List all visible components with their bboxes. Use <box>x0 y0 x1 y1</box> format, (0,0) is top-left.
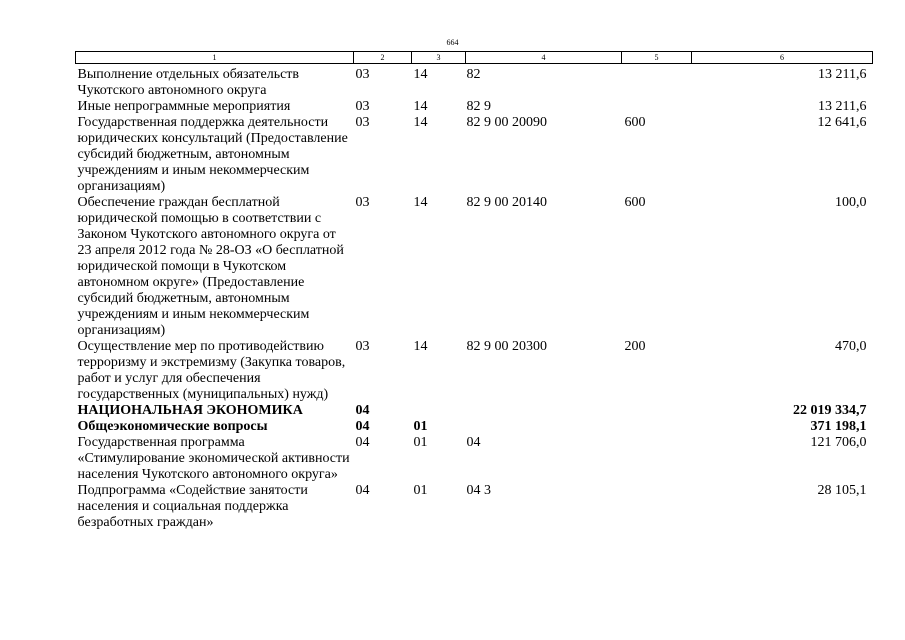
row-expense-type: 200 <box>624 339 646 354</box>
row-description: Общеэкономические вопросы <box>77 419 268 434</box>
row-target-article: 82 9 00 20140 <box>466 195 547 210</box>
row-subsection <box>412 403 466 419</box>
row-expense-type: 600 <box>624 115 646 130</box>
row-subsection: 01 <box>413 435 428 450</box>
row-subsection: 14 <box>413 99 428 114</box>
row-expense-type <box>622 64 692 100</box>
row-target-article: 82 9 00 20300 <box>466 339 547 354</box>
row-amount: 22 019 334,7 <box>793 403 867 418</box>
row-amount: 470,0 <box>835 339 867 354</box>
row-description: НАЦИОНАЛЬНАЯ ЭКОНОМИКА <box>77 403 303 418</box>
table-row <box>76 403 873 419</box>
row-target-article: 82 9 <box>466 99 491 114</box>
table-row <box>76 483 873 531</box>
column-header-1: 1 <box>76 52 354 64</box>
row-subsection: 14 <box>413 67 428 82</box>
row-section: 04 <box>355 483 370 498</box>
row-section: 03 <box>355 99 370 114</box>
table-row <box>76 195 873 339</box>
row-target-article <box>466 403 622 419</box>
row-expense-type <box>622 483 692 531</box>
row-section: 04 <box>355 435 370 450</box>
row-subsection: 14 <box>413 339 428 354</box>
table-row <box>76 115 873 195</box>
row-section: 04 <box>355 419 370 434</box>
row-description: Обеспечение граждан бесплатной юридической помощью в соответствии с Законом Чукотского автономного округа от 23 апреля 2012 года № 28-ОЗ «О бесплатной юридической помощи в Чукотском автономном округе» (Предоставление субсидий бюджетным, автономным учреждениям и иным некоммерческим организациям) <box>77 195 344 338</box>
column-header-2: 2 <box>354 52 412 64</box>
column-header-4: 4 <box>466 52 622 64</box>
row-description: Подпрограмма «Содействие занятости населения и социальная поддержка безработных граждан» <box>77 483 308 530</box>
row-description: Государственная программа «Стимулирование экономической активности населения Чукотского автономного округа» <box>77 435 350 482</box>
row-subsection: 14 <box>413 115 428 130</box>
row-description: Осуществление мер по противодействию терроризму и экстремизму (Закупка товаров, работ и услуг для обеспечения государственных (муниципальных) нужд) <box>77 339 346 402</box>
table-body <box>76 64 873 532</box>
row-subsection: 01 <box>413 483 428 498</box>
row-expense-type <box>622 419 692 435</box>
row-amount: 371 198,1 <box>810 419 867 434</box>
row-section: 03 <box>355 115 370 130</box>
row-section: 03 <box>355 195 370 210</box>
column-header-5: 5 <box>622 52 692 64</box>
row-section: 04 <box>355 403 370 418</box>
row-expense-type <box>622 435 692 483</box>
row-description: Выполнение отдельных обязательств Чукотского автономного округа <box>77 67 300 98</box>
row-section: 03 <box>355 67 370 82</box>
row-expense-type <box>622 403 692 419</box>
row-subsection: 01 <box>413 419 428 434</box>
row-target-article: 04 <box>466 435 481 450</box>
row-amount: 13 211,6 <box>818 99 867 114</box>
row-target-article: 82 <box>466 67 481 82</box>
row-amount: 100,0 <box>835 195 867 210</box>
row-amount: 12 641,6 <box>817 115 867 130</box>
row-target-article: 82 9 00 20090 <box>466 115 547 130</box>
table-row <box>76 435 873 483</box>
row-section: 03 <box>355 339 370 354</box>
budget-table <box>75 51 873 531</box>
row-target-article: 04 3 <box>466 483 491 498</box>
page-number: 664 <box>446 38 459 47</box>
row-description: Иные непрограммные мероприятия <box>77 99 291 114</box>
column-header-3: 3 <box>412 52 466 64</box>
row-expense-type <box>622 99 692 115</box>
table-row <box>76 99 873 115</box>
row-amount: 28 105,1 <box>817 483 867 498</box>
table-row <box>76 64 873 100</box>
table-header <box>76 52 873 64</box>
row-description: Государственная поддержка деятельности юридических консультаций (Предоставление субсидий бюджетным, автономным учреждениям и иным некоммерческим организациям) <box>77 115 348 194</box>
row-expense-type: 600 <box>624 195 646 210</box>
row-subsection: 14 <box>413 195 428 210</box>
row-amount: 121 706,0 <box>810 435 867 450</box>
table-row <box>76 339 873 403</box>
row-amount: 13 211,6 <box>818 67 867 82</box>
table-row <box>76 419 873 435</box>
row-target-article <box>466 419 622 435</box>
column-header-6: 6 <box>692 52 873 64</box>
